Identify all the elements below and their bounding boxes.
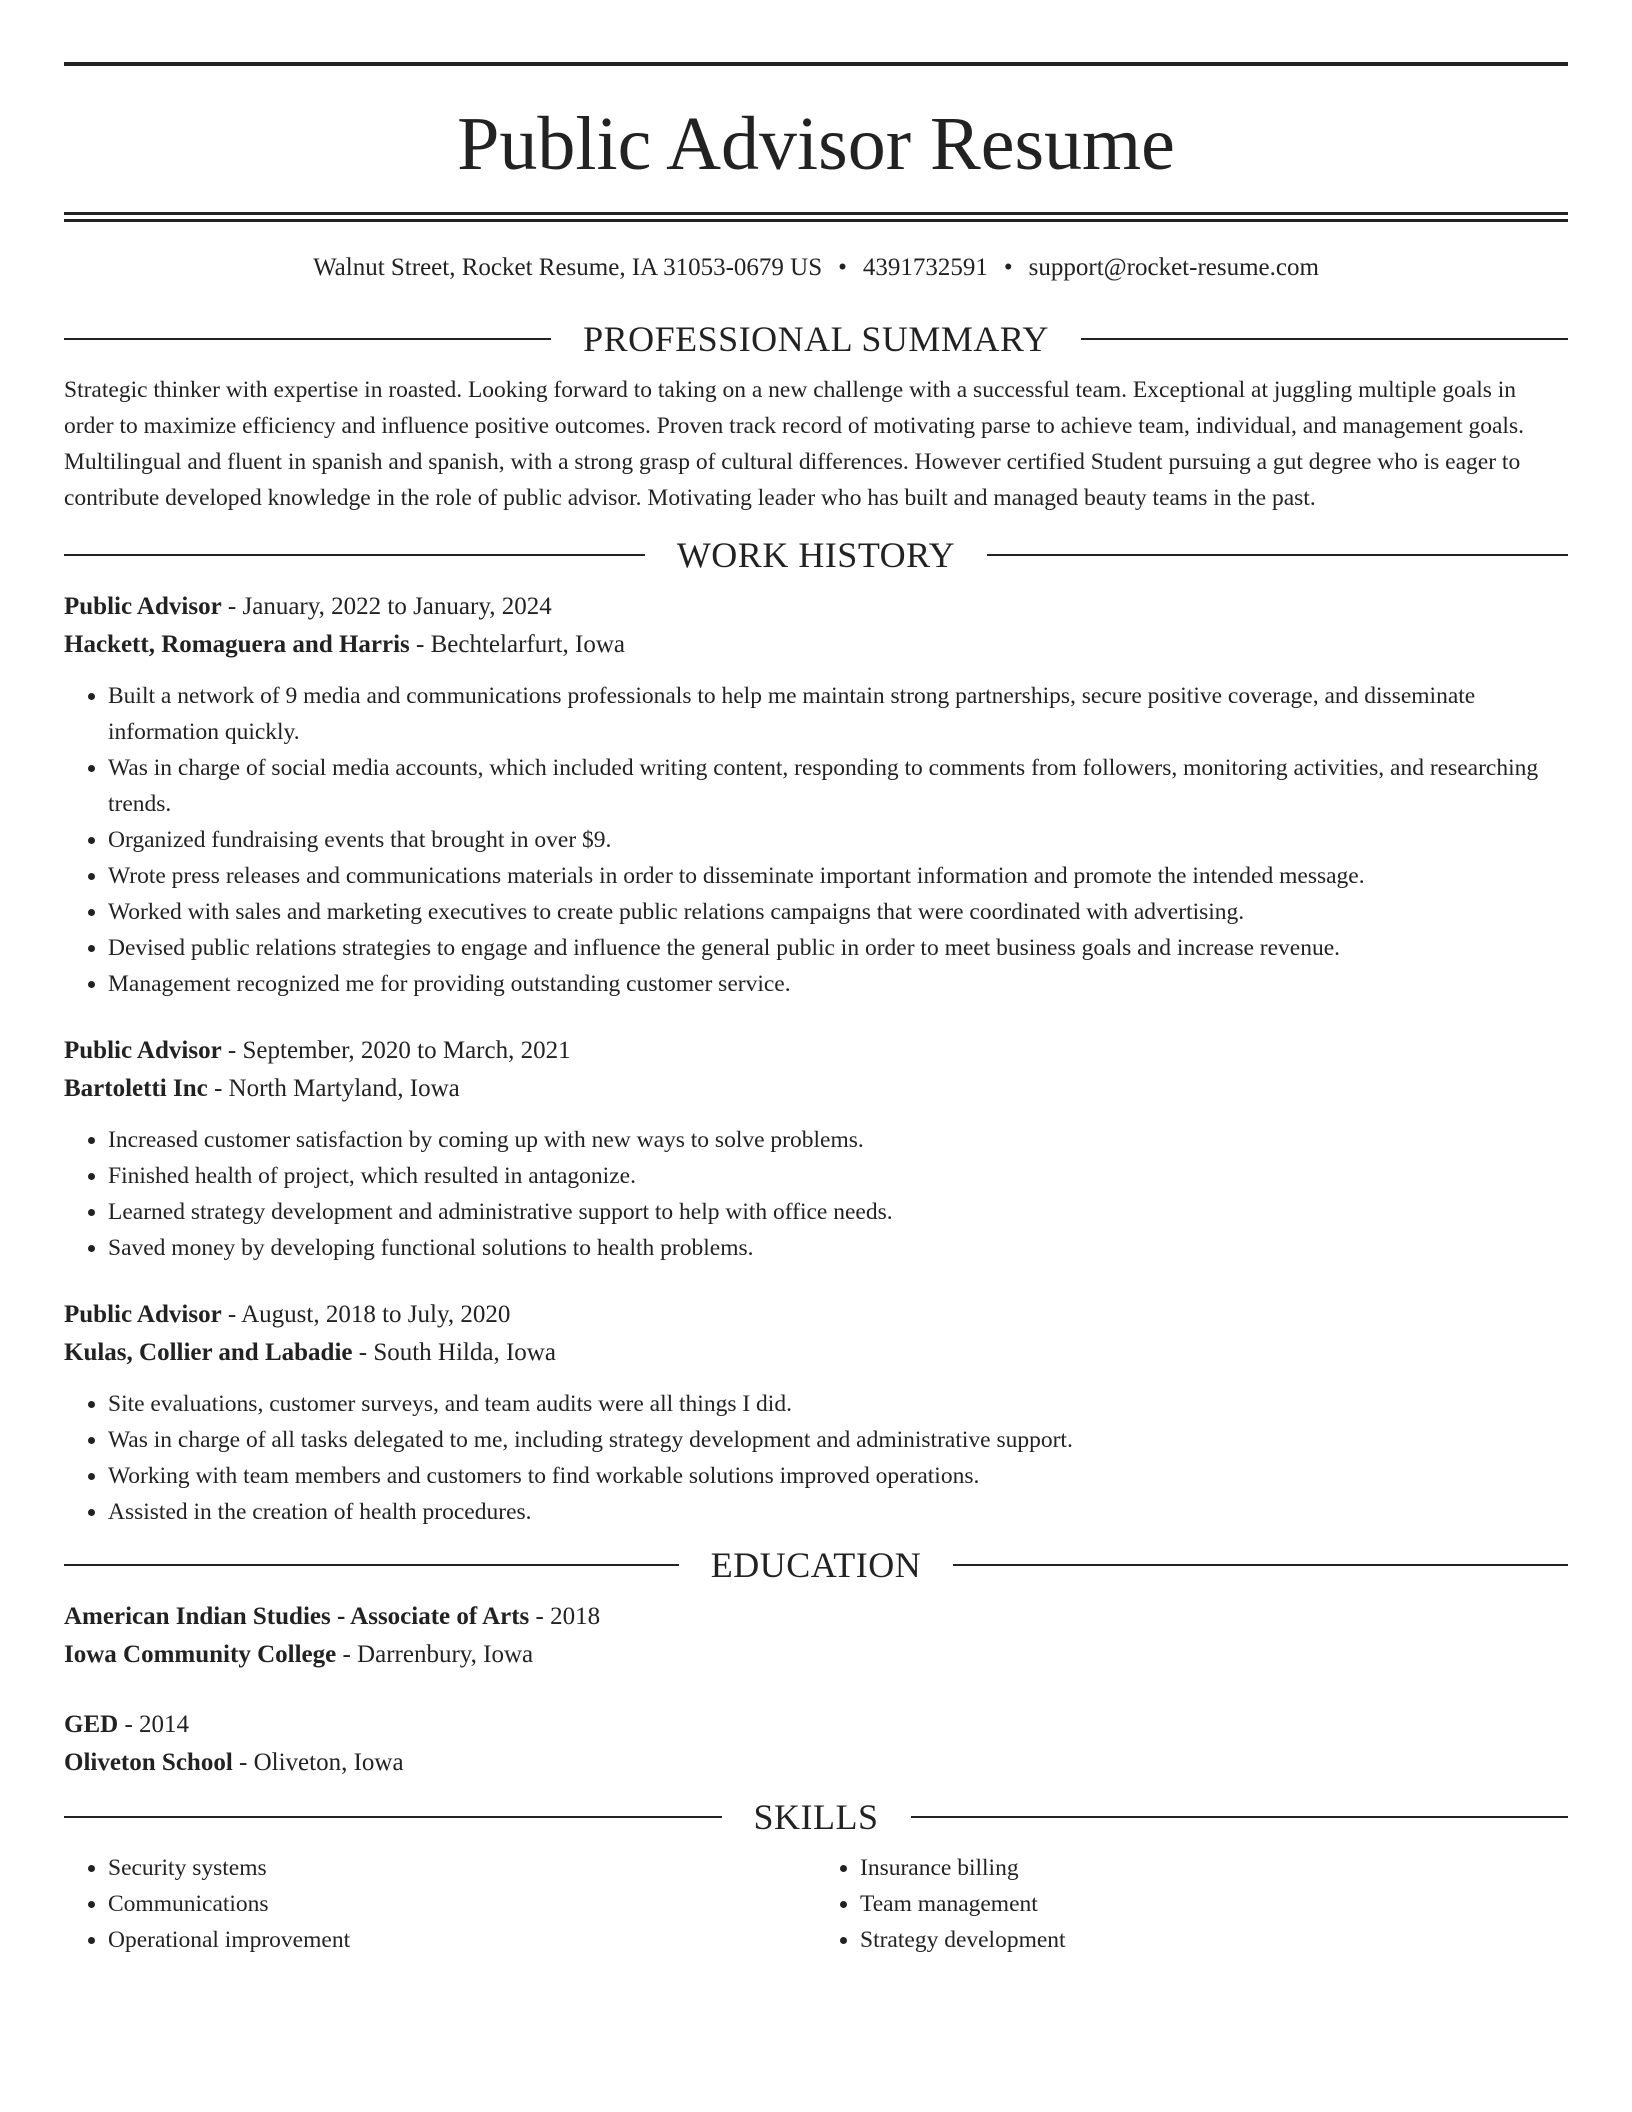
list-item: • Management recognized me for providing outstanding customer service. [108, 966, 1568, 1002]
education-heading [64, 1544, 1568, 1586]
list-item: • Working with team members and customers to find workable solutions improved operations. [108, 1458, 1568, 1494]
education-school: Oliveton School [64, 1749, 233, 1776]
list-item: • Insurance billing [860, 1850, 1568, 1886]
skills-heading-label: SKILLS [753, 1797, 879, 1837]
job-company: Bartoletti Inc [64, 1075, 208, 1102]
education-location: - Darrenbury, Iowa [336, 1641, 534, 1668]
education-year: - 2018 [529, 1603, 601, 1630]
job-entry [64, 1032, 1568, 1266]
job-title: Public Advisor [64, 593, 222, 620]
education-heading-label: EDUCATION [710, 1545, 922, 1585]
job-title: Public Advisor [64, 1301, 222, 1328]
list-item: • Was in charge of all tasks delegated to me, including strategy development and administrative support. [108, 1422, 1568, 1458]
education-degree-line [64, 1598, 1568, 1636]
job-company: Hackett, Romaguera and Harris [64, 631, 410, 658]
job-company: Kulas, Collier and Labadie [64, 1339, 353, 1366]
job-bullets [64, 1386, 1568, 1530]
contact-separator: • [1003, 254, 1013, 281]
education-entry [64, 1598, 1568, 1674]
heading-rule-right [1081, 338, 1568, 340]
skills-list-left [64, 1850, 816, 1958]
heading-rule-right [911, 1816, 1569, 1818]
summary-heading-label: PROFESSIONAL SUMMARY [583, 319, 1049, 359]
list-item: • Was in charge of social media accounts, which included writing content, responding to comments from followers, monitoring activities, and researching trends. [108, 750, 1568, 822]
list-item: • Wrote press releases and communications materials in order to disseminate important information and promote the intended message. [108, 858, 1568, 894]
job-entry [64, 588, 1568, 1002]
list-item: • Team management [860, 1886, 1568, 1922]
list-item: • Strategy development [860, 1922, 1568, 1958]
job-title-line [64, 1296, 1568, 1334]
list-item: • Devised public relations strategies to engage and influence the general public in order to meet business goals and increase revenue. [108, 930, 1568, 966]
list-item: • Saved money by developing functional solutions to health problems. [108, 1230, 1568, 1266]
contact-phone: 4391732591 [862, 254, 988, 281]
education-degree: American Indian Studies - Associate of Arts [64, 1603, 530, 1630]
heading-rule-left [64, 554, 645, 556]
list-item: • Security systems [108, 1850, 816, 1886]
job-location: - North Martyland, Iowa [207, 1075, 460, 1102]
job-location: - South Hilda, Iowa [352, 1339, 556, 1366]
education-school: Iowa Community College [64, 1641, 337, 1668]
job-title-line [64, 588, 1568, 626]
job-title-line [64, 1032, 1568, 1070]
list-item: • Organized fundraising events that brought in over $9. [108, 822, 1568, 858]
job-dates: - January, 2022 to January, 2024 [221, 593, 552, 620]
heading-rule-left [64, 1564, 679, 1566]
job-title: Public Advisor [64, 1037, 222, 1064]
work-heading [64, 534, 1568, 576]
heading-rule-left [64, 1816, 722, 1818]
education-degree-line [64, 1706, 1568, 1744]
job-bullets [64, 678, 1568, 1002]
title-double-rule [64, 212, 1568, 222]
heading-rule-right [987, 554, 1568, 556]
list-item: • Built a network of 9 media and communications professionals to help me maintain strong partnerships, secure positive coverage, and disseminate information quickly. [108, 678, 1568, 750]
heading-rule-right [953, 1564, 1568, 1566]
page-title: Public Advisor Resume [457, 102, 1175, 186]
list-item: • Assisted in the creation of health procedures. [108, 1494, 1568, 1530]
education-school-line [64, 1744, 1568, 1782]
skills-columns [64, 1850, 1568, 1958]
skills-list-right [816, 1850, 1568, 1958]
education-location: - Oliveton, Iowa [232, 1749, 404, 1776]
education-year: - 2014 [118, 1711, 190, 1738]
list-item: • Increased customer satisfaction by coming up with new ways to solve problems. [108, 1122, 1568, 1158]
heading-rule-left [64, 338, 551, 340]
job-bullets [64, 1122, 1568, 1266]
contact-email: support@rocket-resume.com [1028, 254, 1319, 281]
skills-heading [64, 1796, 1568, 1838]
list-item: • Worked with sales and marketing executives to create public relations campaigns that were coordinated with advertising. [108, 894, 1568, 930]
education-degree: GED [64, 1711, 119, 1738]
education-entry [64, 1706, 1568, 1782]
summary-text: Strategic thinker with expertise in roasted. Looking forward to taking on a new challenge with a successful team. Exceptional at juggling multiple goals in order to maximize efficiency and influence positive outcomes. Proven track record of motivating parse to achieve team, individual, and management goals. Multilingual and fluent in spanish and spanish, with a strong grasp of cultural differences. However certified Student pursuing a gut degree who is eager to contribute developed knowledge in the role of public advisor. Motivating leader who has built and managed beauty teams in the past. [64, 377, 1524, 511]
summary-heading [64, 318, 1568, 360]
education-school-line [64, 1636, 1568, 1674]
contact-address: Walnut Street, Rocket Resume, IA 31053-0679 US [313, 254, 823, 281]
list-item: • Operational improvement [108, 1922, 816, 1958]
job-entry [64, 1296, 1568, 1530]
job-company-line [64, 1334, 1568, 1372]
contact-line [64, 254, 1568, 282]
list-item: • Learned strategy development and administrative support to help with office needs. [108, 1194, 1568, 1230]
job-company-line [64, 626, 1568, 664]
list-item: • Communications [108, 1886, 816, 1922]
list-item: • Site evaluations, customer surveys, and team audits were all things I did. [108, 1386, 1568, 1422]
work-heading-label: WORK HISTORY [676, 535, 956, 575]
list-item: • Finished health of project, which resulted in antagonize. [108, 1158, 1568, 1194]
job-company-line [64, 1070, 1568, 1108]
top-rule [64, 62, 1568, 66]
job-location: - Bechtelarfurt, Iowa [409, 631, 625, 658]
job-dates: - August, 2018 to July, 2020 [221, 1301, 511, 1328]
contact-separator: • [838, 254, 847, 281]
job-dates: - September, 2020 to March, 2021 [221, 1037, 571, 1064]
